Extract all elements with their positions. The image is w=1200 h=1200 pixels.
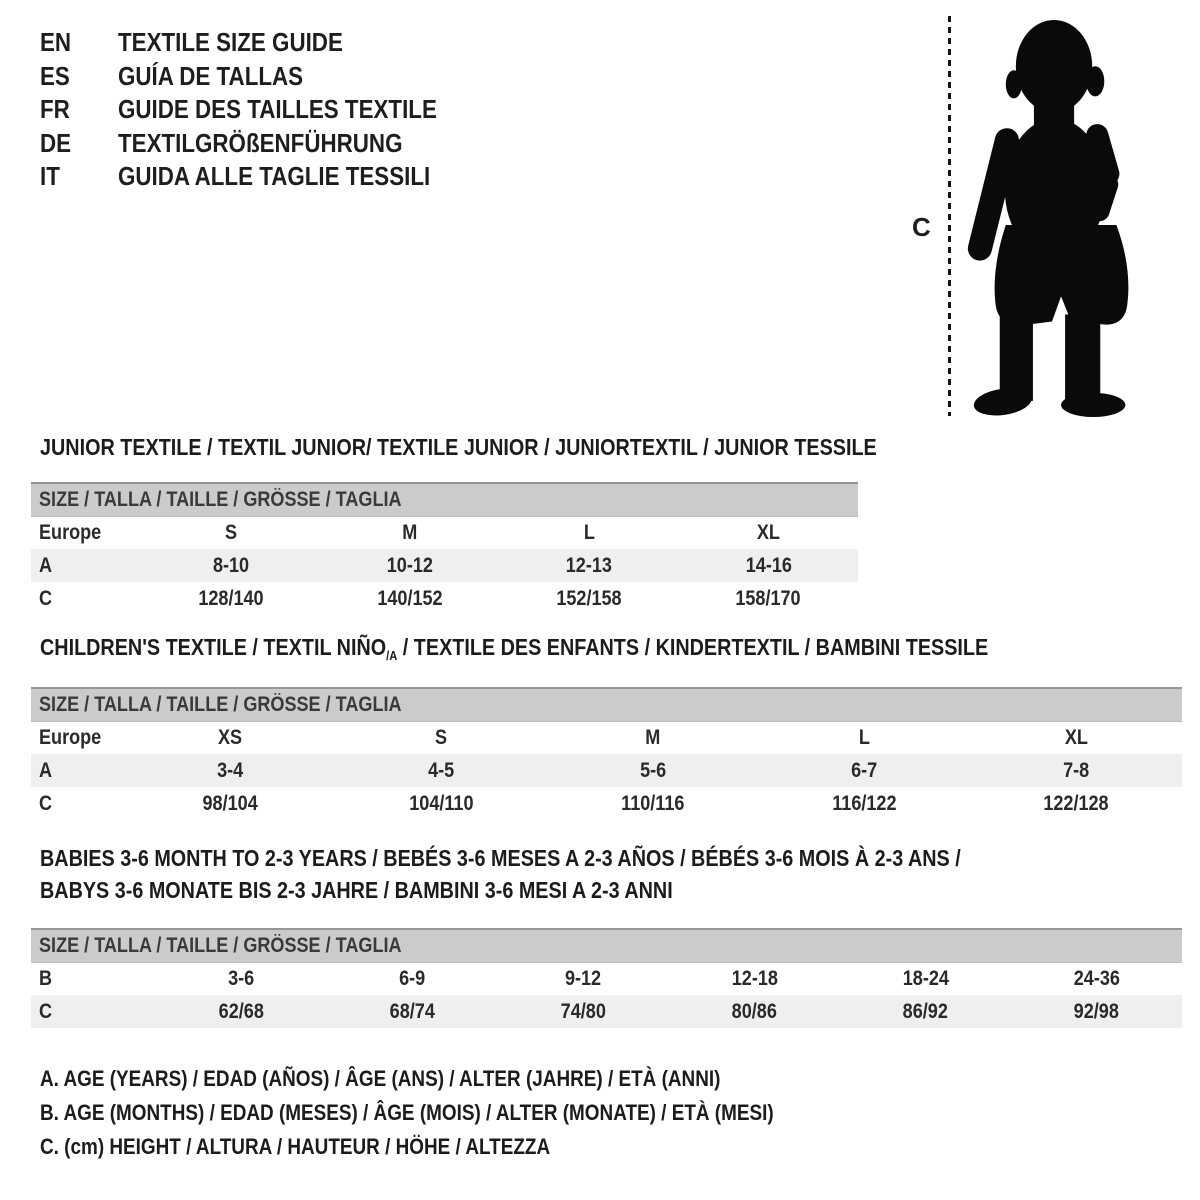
size-value-text: 6-9 bbox=[399, 966, 426, 990]
size-value-text: 140/152 bbox=[377, 586, 443, 610]
size-value-cell bbox=[141, 549, 320, 582]
size-value-text: 4-5 bbox=[428, 758, 455, 782]
section-title-junior-text: JUNIOR TEXTILE / TEXTIL JUNIOR/ TEXTILE JUNIOR / JUNIORTEXTIL / JUNIOR TESSILE bbox=[40, 434, 877, 460]
lang-row-es bbox=[40, 60, 489, 94]
size-value-cell bbox=[679, 516, 858, 549]
table-row-c bbox=[31, 582, 858, 615]
size-value-text: M bbox=[645, 725, 661, 749]
size-value-cell bbox=[500, 516, 679, 549]
row-label-text: Europe bbox=[39, 725, 102, 749]
size-value-text: 10-12 bbox=[386, 553, 433, 577]
babies-title-line2: BABYS 3-6 MONATE BIS 2-3 JAHRE / BAMBINI 3-6 MESI A 2-3 ANNI bbox=[40, 876, 673, 903]
size-value-cell bbox=[970, 754, 1182, 787]
size-value-cell bbox=[336, 721, 548, 754]
size-value-text: 128/140 bbox=[197, 586, 264, 610]
size-table-babies bbox=[31, 928, 1182, 1028]
guide-title-en: TEXTILE SIZE GUIDE bbox=[118, 27, 343, 57]
size-value-text: 68/74 bbox=[389, 999, 436, 1023]
size-header-row bbox=[31, 688, 1182, 721]
language-title-list bbox=[40, 26, 489, 194]
table-row-c bbox=[31, 787, 1182, 820]
size-header-bar bbox=[31, 929, 1182, 962]
size-value-text: 122/128 bbox=[1043, 791, 1109, 815]
size-value-text: 62/68 bbox=[218, 999, 265, 1023]
size-value-cell bbox=[669, 995, 840, 1028]
size-value-text: M bbox=[402, 520, 418, 544]
legend-height-cm: C. (cm) HEIGHT / ALTURA / HAUTEUR / HÖHE / ALTEZZA bbox=[40, 1134, 551, 1159]
size-value-text: 86/92 bbox=[902, 999, 949, 1023]
size-value-text: L bbox=[859, 725, 871, 749]
lang-row-it bbox=[40, 160, 489, 194]
guide-title-fr: GUIDE DES TAILLES TEXTILE bbox=[118, 94, 437, 124]
size-value-cell bbox=[840, 995, 1011, 1028]
children-title-main: CHILDREN'S TEXTILE / TEXTIL NIÑO bbox=[40, 634, 387, 660]
toddler-silhouette-icon bbox=[963, 16, 1135, 418]
table-row-europe bbox=[31, 516, 858, 549]
size-value-text: 14-16 bbox=[745, 553, 792, 577]
size-value-cell bbox=[547, 754, 759, 787]
table-row-a bbox=[31, 549, 858, 582]
size-value-cell bbox=[320, 549, 499, 582]
section-title-children-text bbox=[40, 634, 988, 669]
row-label bbox=[31, 787, 124, 820]
row-label bbox=[31, 721, 124, 754]
section-title-babies bbox=[40, 843, 1111, 906]
size-value-text: 92/98 bbox=[1073, 999, 1120, 1023]
size-value-cell bbox=[336, 787, 548, 820]
size-value-cell bbox=[320, 582, 499, 615]
babies-title-line1: BABIES 3-6 MONTH TO 2-3 YEARS / BEBÉS 3-6 MESES A 2-3 AÑOS / BÉBÉS 3-6 MOIS À 2-3 ANS / bbox=[40, 845, 961, 871]
size-value-cell bbox=[124, 721, 336, 754]
size-header-row bbox=[31, 929, 1182, 962]
size-header-text: SIZE / TALLA / TAILLE / GRÖSSE / TAGLIA bbox=[39, 487, 402, 511]
size-value-text: 152/158 bbox=[556, 586, 622, 610]
height-measure-label: C bbox=[912, 212, 931, 242]
section-title-children bbox=[40, 634, 1143, 669]
table-row-b bbox=[31, 962, 1182, 995]
size-value-cell bbox=[679, 582, 858, 615]
lang-code: FR bbox=[40, 94, 70, 124]
lang-row-de bbox=[40, 127, 489, 161]
size-value-cell bbox=[840, 962, 1011, 995]
size-header-text: SIZE / TALLA / TAILLE / GRÖSSE / TAGLIA bbox=[39, 933, 402, 957]
row-label bbox=[31, 516, 141, 549]
size-value-cell bbox=[547, 787, 759, 820]
table-row-c bbox=[31, 995, 1182, 1028]
size-value-cell bbox=[679, 549, 858, 582]
size-value-cell bbox=[1011, 962, 1182, 995]
row-label-text: C bbox=[39, 999, 53, 1023]
size-value-cell bbox=[759, 754, 971, 787]
size-value-text: S bbox=[224, 520, 237, 544]
lang-code: ES bbox=[40, 60, 70, 91]
lang-row-en bbox=[40, 26, 489, 60]
size-value-text: 9-12 bbox=[565, 966, 602, 990]
row-label-text: A bbox=[39, 758, 53, 782]
children-size-table bbox=[31, 687, 1182, 820]
size-value-cell bbox=[327, 995, 498, 1028]
size-value-cell bbox=[156, 962, 327, 995]
row-label bbox=[31, 549, 141, 582]
children-title-subscript: /A bbox=[386, 648, 398, 663]
size-value-text: 5-6 bbox=[639, 758, 667, 782]
size-value-text: 8-10 bbox=[212, 553, 249, 577]
row-label bbox=[31, 962, 156, 995]
size-header-row bbox=[31, 483, 858, 516]
size-table-children bbox=[31, 687, 1182, 820]
guide-title-it: GUIDA ALLE TAGLIE TESSILI bbox=[118, 161, 431, 191]
row-label-text: A bbox=[39, 553, 53, 577]
size-value-cell bbox=[500, 582, 679, 615]
lang-row-fr bbox=[40, 93, 489, 127]
guide-title-es: GUÍA DE TALLAS bbox=[118, 60, 304, 91]
size-value-text: 3-4 bbox=[216, 758, 243, 782]
legend-age-years: A. AGE (YEARS) / EDAD (AÑOS) / ÂGE (ANS) / ALTER (JAHRE) / ETÀ (ANNI) bbox=[40, 1066, 721, 1091]
size-value-text: 80/86 bbox=[731, 999, 778, 1023]
size-value-text: 104/110 bbox=[409, 791, 474, 815]
babies-size-table bbox=[31, 928, 1182, 1028]
legend-block bbox=[40, 1062, 893, 1164]
size-value-text: 24-36 bbox=[1073, 966, 1120, 990]
size-value-text: 7-8 bbox=[1063, 758, 1090, 782]
lang-code: DE bbox=[40, 127, 72, 158]
size-header-text: SIZE / TALLA / TAILLE / GRÖSSE / TAGLIA bbox=[39, 692, 402, 716]
height-measure-dashed-line bbox=[948, 16, 951, 416]
size-value-cell bbox=[498, 995, 669, 1028]
row-label bbox=[31, 754, 124, 787]
size-value-cell bbox=[327, 962, 498, 995]
size-value-text: 18-24 bbox=[902, 966, 949, 990]
size-header-bar bbox=[31, 688, 1182, 721]
row-label bbox=[31, 582, 141, 615]
size-value-cell bbox=[124, 754, 336, 787]
size-value-text: 12-13 bbox=[566, 553, 613, 577]
size-value-text: 158/170 bbox=[735, 586, 802, 610]
guide-title-de: TEXTILGRÖßENFÜHRUNG bbox=[118, 127, 403, 158]
size-value-text: 3-6 bbox=[228, 966, 255, 990]
size-value-text: S bbox=[435, 725, 448, 749]
size-value-cell bbox=[547, 721, 759, 754]
size-value-cell bbox=[759, 721, 971, 754]
size-value-cell bbox=[498, 962, 669, 995]
row-label-text: Europe bbox=[39, 520, 102, 544]
legend-age-months: B. AGE (MONTHS) / EDAD (MESES) / ÂGE (MOIS) / ALTER (MONATE) / ETÀ (MESI) bbox=[40, 1100, 774, 1125]
size-value-text: 6-7 bbox=[851, 758, 878, 782]
size-value-cell bbox=[336, 754, 548, 787]
row-label-text: C bbox=[39, 586, 53, 610]
row-label-text: B bbox=[39, 966, 53, 990]
size-value-cell bbox=[970, 721, 1182, 754]
size-value-cell bbox=[320, 516, 499, 549]
section-title-junior bbox=[40, 434, 1013, 460]
size-value-text: 116/122 bbox=[832, 791, 897, 815]
junior-size-table bbox=[31, 482, 858, 615]
size-value-cell bbox=[156, 995, 327, 1028]
children-title-rest: / TEXTILE DES ENFANTS / KINDERTEXTIL / BAMBINI TESSILE bbox=[397, 634, 989, 660]
size-value-cell bbox=[669, 962, 840, 995]
size-value-cell bbox=[141, 516, 320, 549]
size-value-text: XL bbox=[1064, 725, 1088, 749]
size-value-text: 110/116 bbox=[621, 791, 685, 815]
table-row-europe bbox=[31, 721, 1182, 754]
table-row-a bbox=[31, 754, 1182, 787]
row-label bbox=[31, 995, 156, 1028]
lang-code: EN bbox=[40, 27, 72, 57]
size-value-text: 74/80 bbox=[560, 999, 607, 1023]
lang-code: IT bbox=[40, 161, 60, 191]
size-value-cell bbox=[500, 549, 679, 582]
size-value-text: 12-18 bbox=[731, 966, 778, 990]
row-label-text: C bbox=[39, 791, 53, 815]
size-header-bar bbox=[31, 483, 858, 516]
size-value-cell bbox=[1011, 995, 1182, 1028]
size-value-text: L bbox=[583, 520, 595, 544]
size-value-cell bbox=[970, 787, 1182, 820]
size-value-text: 98/104 bbox=[202, 791, 258, 815]
size-value-cell bbox=[141, 582, 320, 615]
size-value-text: XS bbox=[217, 725, 242, 749]
size-value-text: XL bbox=[756, 520, 780, 544]
size-value-cell bbox=[759, 787, 971, 820]
size-table-junior bbox=[31, 482, 858, 615]
size-value-cell bbox=[124, 787, 336, 820]
